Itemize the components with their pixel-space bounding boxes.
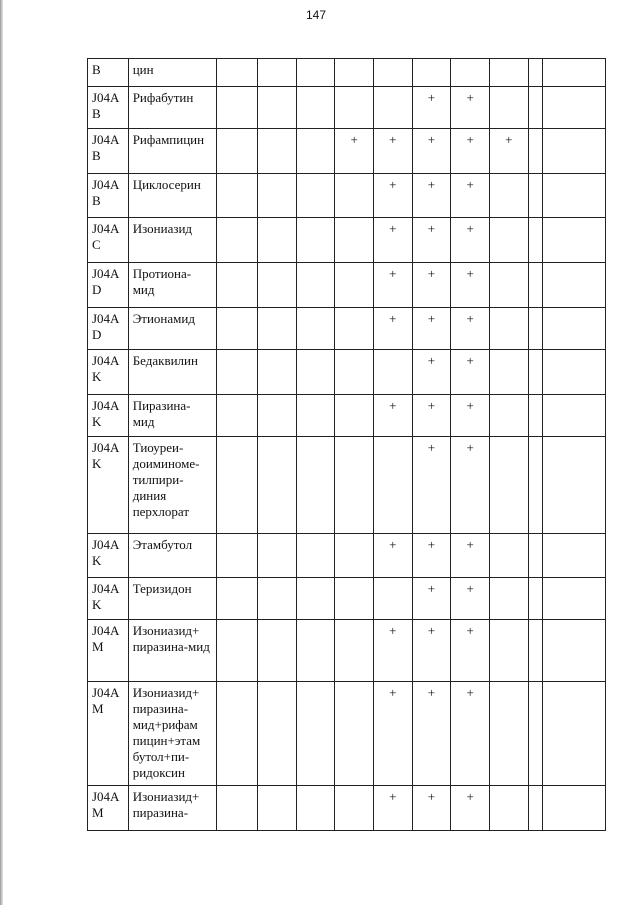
mark-cell: +	[373, 308, 412, 350]
scan-edge	[0, 0, 3, 905]
mark-cell	[257, 263, 296, 308]
mark-cell	[542, 350, 605, 395]
table-row	[88, 620, 606, 682]
mark-cell	[217, 87, 258, 129]
mark-cell	[296, 620, 335, 682]
mark-cell	[257, 437, 296, 534]
mark-cell	[542, 620, 605, 682]
mark-cell	[528, 87, 542, 129]
mark-cell	[296, 59, 335, 87]
mark-cell	[542, 308, 605, 350]
mark-cell: +	[335, 129, 374, 174]
drug-name-cell: Пиразина-мид	[128, 395, 217, 437]
mark-cell	[257, 786, 296, 831]
mark-cell	[528, 308, 542, 350]
mark-cell	[489, 682, 528, 786]
mark-cell	[217, 395, 258, 437]
mark-cell	[542, 786, 605, 831]
mark-cell	[296, 308, 335, 350]
table-body	[88, 59, 606, 831]
mark-cell	[373, 437, 412, 534]
mark-cell	[528, 350, 542, 395]
drug-name-cell: Этионамид	[128, 308, 217, 350]
mark-cell	[542, 578, 605, 620]
mark-cell	[542, 682, 605, 786]
mark-cell	[257, 682, 296, 786]
mark-cell: +	[412, 308, 451, 350]
mark-cell	[489, 578, 528, 620]
drug-name-cell: Протиона-мид	[128, 263, 217, 308]
mark-cell	[489, 350, 528, 395]
mark-cell	[335, 308, 374, 350]
mark-cell	[542, 534, 605, 578]
mark-cell	[528, 395, 542, 437]
mark-cell	[335, 786, 374, 831]
mark-cell: +	[451, 308, 490, 350]
mark-cell: +	[451, 129, 490, 174]
mark-cell	[373, 59, 412, 87]
mark-cell	[257, 534, 296, 578]
mark-cell: +	[451, 395, 490, 437]
mark-cell	[335, 620, 374, 682]
mark-cell: +	[373, 682, 412, 786]
mark-cell: +	[451, 786, 490, 831]
mark-cell	[217, 682, 258, 786]
drug-name-cell: Этамбутол	[128, 534, 217, 578]
mark-cell: +	[451, 534, 490, 578]
atc-code-cell: J04A D	[88, 308, 129, 350]
mark-cell: +	[451, 620, 490, 682]
mark-cell	[296, 263, 335, 308]
mark-cell	[542, 174, 605, 218]
mark-cell: +	[489, 129, 528, 174]
mark-cell: +	[373, 129, 412, 174]
atc-code-cell: J04A K	[88, 437, 129, 534]
mark-cell	[296, 786, 335, 831]
mark-cell	[217, 59, 258, 87]
table-row	[88, 263, 606, 308]
mark-cell: +	[451, 174, 490, 218]
atc-code-cell: J04A D	[88, 263, 129, 308]
mark-cell	[542, 87, 605, 129]
drug-table	[87, 58, 606, 831]
mark-cell	[296, 350, 335, 395]
mark-cell: +	[451, 87, 490, 129]
mark-cell	[257, 129, 296, 174]
atc-code-cell: J04A B	[88, 129, 129, 174]
mark-cell	[217, 534, 258, 578]
table-row	[88, 578, 606, 620]
drug-name-cell: Изониазид	[128, 218, 217, 263]
mark-cell	[373, 350, 412, 395]
mark-cell	[528, 263, 542, 308]
mark-cell	[489, 218, 528, 263]
drug-name-cell: Изониазид+ пиразина-	[128, 786, 217, 831]
atc-code-cell: J04A K	[88, 534, 129, 578]
mark-cell	[217, 350, 258, 395]
atc-code-cell: J04A C	[88, 218, 129, 263]
mark-cell	[335, 218, 374, 263]
atc-code-cell: J04A B	[88, 174, 129, 218]
mark-cell	[489, 263, 528, 308]
mark-cell	[296, 174, 335, 218]
drug-name-cell: цин	[128, 59, 217, 87]
mark-cell: +	[451, 578, 490, 620]
mark-cell	[335, 395, 374, 437]
mark-cell	[296, 682, 335, 786]
mark-cell	[257, 620, 296, 682]
atc-code-cell: J04A M	[88, 682, 129, 786]
table-row	[88, 174, 606, 218]
mark-cell	[335, 578, 374, 620]
table-row	[88, 350, 606, 395]
mark-cell	[217, 174, 258, 218]
mark-cell	[296, 87, 335, 129]
mark-cell	[373, 87, 412, 129]
mark-cell	[257, 308, 296, 350]
mark-cell	[528, 437, 542, 534]
mark-cell	[528, 620, 542, 682]
mark-cell	[335, 174, 374, 218]
atc-code-cell: J04A K	[88, 350, 129, 395]
mark-cell: +	[412, 620, 451, 682]
table-row	[88, 308, 606, 350]
mark-cell	[257, 578, 296, 620]
mark-cell: +	[373, 620, 412, 682]
mark-cell	[489, 786, 528, 831]
mark-cell: +	[451, 350, 490, 395]
mark-cell: +	[412, 786, 451, 831]
mark-cell	[335, 263, 374, 308]
drug-name-cell: Изониазид+ пиразина-мид+рифам пицин+этам бутол+пи-ридоксин	[128, 682, 217, 786]
mark-cell	[373, 578, 412, 620]
table-row	[88, 395, 606, 437]
mark-cell	[335, 59, 374, 87]
mark-cell	[489, 534, 528, 578]
mark-cell	[335, 437, 374, 534]
table-row	[88, 682, 606, 786]
mark-cell	[257, 350, 296, 395]
mark-cell	[296, 218, 335, 263]
mark-cell: +	[451, 682, 490, 786]
drug-name-cell: Рифампицин	[128, 129, 217, 174]
mark-cell: +	[412, 174, 451, 218]
drug-name-cell: Изониазид+ пиразина-мид	[128, 620, 217, 682]
mark-cell	[489, 87, 528, 129]
mark-cell	[296, 437, 335, 534]
mark-cell	[296, 578, 335, 620]
mark-cell	[528, 578, 542, 620]
atc-code-cell: J04A B	[88, 87, 129, 129]
mark-cell	[217, 129, 258, 174]
mark-cell: +	[373, 534, 412, 578]
table-row	[88, 218, 606, 263]
mark-cell	[542, 59, 605, 87]
mark-cell: +	[373, 263, 412, 308]
mark-cell	[489, 395, 528, 437]
atc-code-cell: J04A M	[88, 620, 129, 682]
mark-cell	[528, 534, 542, 578]
mark-cell	[257, 59, 296, 87]
mark-cell	[542, 218, 605, 263]
atc-code-cell: J04A K	[88, 578, 129, 620]
mark-cell: +	[412, 395, 451, 437]
table-row	[88, 87, 606, 129]
mark-cell	[335, 682, 374, 786]
mark-cell	[217, 218, 258, 263]
mark-cell: +	[373, 218, 412, 263]
mark-cell	[217, 620, 258, 682]
mark-cell: +	[412, 218, 451, 263]
mark-cell	[489, 437, 528, 534]
mark-cell	[451, 59, 490, 87]
mark-cell	[528, 786, 542, 831]
mark-cell: +	[412, 263, 451, 308]
drug-name-cell: Рифабутин	[128, 87, 217, 129]
mark-cell	[296, 534, 335, 578]
drug-name-cell: Тиоуреи-доиминоме-тилпири-диния перхлорат	[128, 437, 217, 534]
mark-cell	[489, 308, 528, 350]
mark-cell	[257, 174, 296, 218]
mark-cell	[217, 786, 258, 831]
mark-cell: +	[412, 87, 451, 129]
mark-cell	[257, 218, 296, 263]
atc-code-cell: B	[88, 59, 129, 87]
mark-cell	[542, 437, 605, 534]
drug-name-cell: Бедаквилин	[128, 350, 217, 395]
mark-cell	[257, 87, 296, 129]
mark-cell	[335, 350, 374, 395]
atc-code-cell: J04A M	[88, 786, 129, 831]
mark-cell	[542, 263, 605, 308]
mark-cell: +	[412, 682, 451, 786]
mark-cell	[335, 534, 374, 578]
mark-cell	[542, 129, 605, 174]
drug-name-cell: Циклосерин	[128, 174, 217, 218]
mark-cell	[489, 174, 528, 218]
page-number: 147	[305, 8, 327, 22]
mark-cell: +	[451, 263, 490, 308]
table-row	[88, 437, 606, 534]
mark-cell	[335, 87, 374, 129]
mark-cell: +	[412, 437, 451, 534]
mark-cell	[528, 682, 542, 786]
mark-cell: +	[373, 786, 412, 831]
mark-cell	[528, 59, 542, 87]
mark-cell: +	[451, 437, 490, 534]
mark-cell	[489, 59, 528, 87]
mark-cell	[412, 59, 451, 87]
mark-cell: +	[412, 534, 451, 578]
mark-cell	[217, 308, 258, 350]
table-row	[88, 534, 606, 578]
table-row	[88, 786, 606, 831]
mark-cell: +	[373, 174, 412, 218]
mark-cell: +	[451, 218, 490, 263]
mark-cell	[257, 395, 296, 437]
mark-cell: +	[412, 129, 451, 174]
mark-cell: +	[412, 578, 451, 620]
mark-cell	[489, 620, 528, 682]
table-row	[88, 59, 606, 87]
mark-cell	[217, 437, 258, 534]
mark-cell	[528, 218, 542, 263]
table-row	[88, 129, 606, 174]
mark-cell	[542, 395, 605, 437]
mark-cell	[217, 578, 258, 620]
mark-cell	[296, 129, 335, 174]
mark-cell: +	[373, 395, 412, 437]
atc-code-cell: J04A K	[88, 395, 129, 437]
mark-cell	[528, 174, 542, 218]
mark-cell	[217, 263, 258, 308]
mark-cell: +	[412, 350, 451, 395]
mark-cell	[528, 129, 542, 174]
mark-cell	[296, 395, 335, 437]
drug-name-cell: Теризидон	[128, 578, 217, 620]
